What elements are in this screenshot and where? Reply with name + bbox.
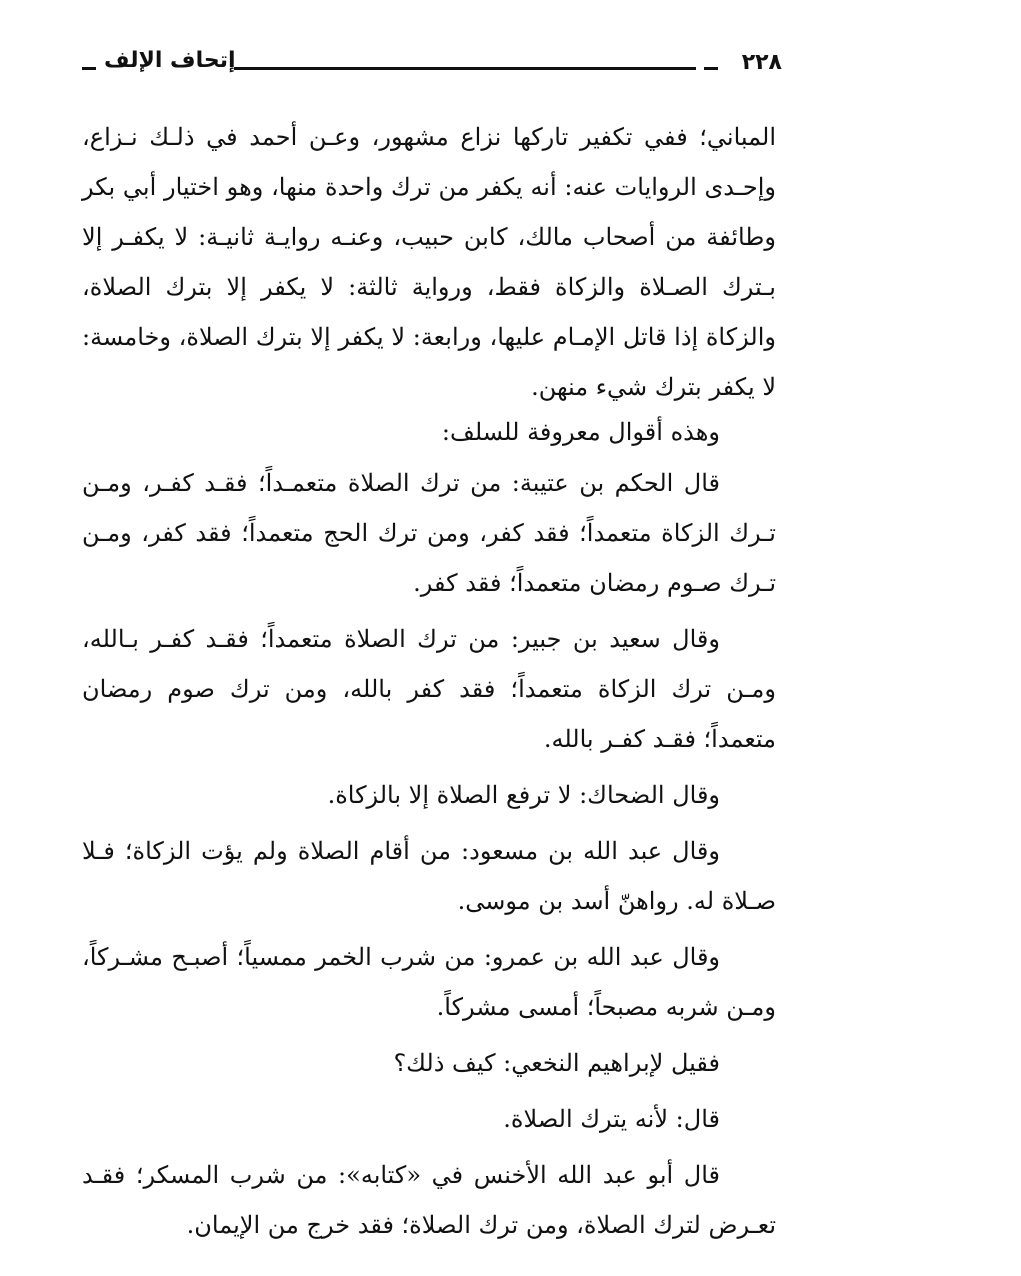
paragraph-6: وقال عبد الله بن مسعود: من أقام الصلاة ولم يؤت الزكاة؛ فـلا صـلاة له. رواهنّ أسد بن موسى.: [82, 837, 776, 915]
paragraph-7: وقال عبد الله بن عمرو: من شرب الخمر ممسياً؛ أصبـح مشـركاً، ومـن شربه مصبحاً؛ أمسى مشركاً.: [82, 943, 776, 1021]
header-dash-left: [82, 67, 96, 70]
paragraph-1: المباني؛ ففي تكفير تاركها نزاع مشهور، وعـن أحمد في ذلـك نـزاع، وإحـدى الروايات عنه: أنه يكفر من ترك واحدة منها، وهو اختيار أبي بكر وطائفة من أصحاب مالك، كابن حبيب، وعنـه روايـة ثانيـة: لا يكفـر إلا بـترك الصـلاة والزكاة فقط، ورواية ثالثة: لا يكفر إلا بترك الصلاة، والزكاة إذا قاتل الإمـام عليها، ورابعة: لا يكفر إلا بترك الصلاة، وخامسة: لا يكفر بترك شيء منهن.: [82, 123, 776, 401]
paragraph-5: وقال الضحاك: لا ترفع الصلاة إلا بالزكاة.: [327, 781, 720, 809]
paragraph-3: قال الحكم بن عتيبة: من ترك الصلاة متعمـداً؛ فقـد كفـر، ومـن تـرك الزكاة متعمداً؛ فقد كفر، ومن ترك الحج متعمداً؛ فقد كفر، ومـن تـرك صـوم رمضان متعمداً؛ فقد كفر.: [82, 469, 776, 597]
header-rule: [234, 67, 696, 70]
paragraph-4: وقال سعيد بن جبير: من ترك الصلاة متعمداً؛ فقـد كفـر بـالله، ومـن ترك الزكاة متعمداً؛ فقد كفر بالله، ومن ترك صوم رمضان متعمداً؛ فقـد كفـر بالله.: [82, 625, 776, 753]
book-title: إتحاف الإلف: [104, 48, 236, 73]
paragraph-8: فقيل لإبراهيم النخعي: كيف ذلك؟: [393, 1049, 720, 1077]
paragraph-2: وهذه أقوال معروفة للسلف:: [441, 418, 720, 446]
paragraph-9: قال: لأنه يترك الصلاة.: [503, 1105, 720, 1133]
header-dash-right: [704, 67, 718, 70]
page-body: [82, 112, 776, 1256]
paragraph-10: قال أبو عبد الله الأخنس في «كتابه»: من شرب المسكر؛ فقـد تعـرض لترك الصلاة، ومن ترك الصلاة؛ فقد خرج من الإيمان.: [82, 1161, 776, 1239]
page-number: ٢٢٨: [741, 50, 782, 75]
page-header: [82, 48, 782, 88]
